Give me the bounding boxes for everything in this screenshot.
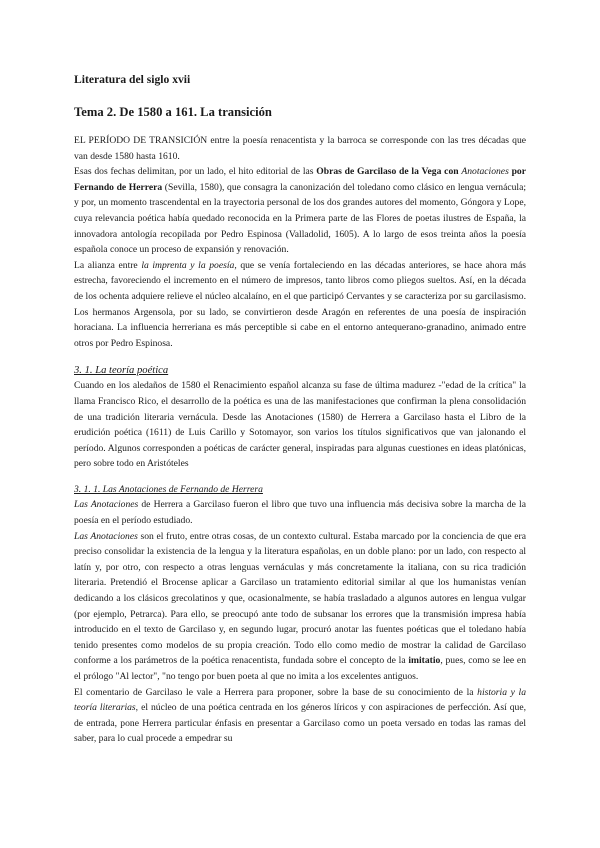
text-span: El comentario de Garcilaso le vale a Herrera para proponer, sobre la base de su conocimiento de la <box>74 686 478 698</box>
anotaciones-paragraph-3 <box>74 685 526 747</box>
theory-paragraph <box>74 378 526 472</box>
text-span: , pues, como se lee en el prólogo "Al lector", "no tengo por buen poeta al que no imita a los excelentes antiguos. <box>74 655 526 682</box>
text-span: de Herrera a Garcilaso fueron el libro que tuvo una influencia más decisiva sobre la marcha de la poesía en el período estudiado. <box>74 499 526 527</box>
document-body <box>74 133 526 747</box>
italic-span: Las Anotaciones <box>74 530 138 542</box>
italic-span: Anotaciones <box>461 166 509 178</box>
document-title: Literatura del siglo xvii <box>74 73 191 86</box>
text-span: EL PERÍODO DE TRANSICIÓN entre la poesía renacentista y la barroca se corresponde con las tres décadas que van desde 1580 hasta 1610. <box>74 135 526 162</box>
text-span: , el núcleo de una poética centrada en los géneros líricos y con aspiraciones de perfección. Así que, de entrada, pone Herrera particular énfasis en presentar a Garcilaso como un poeta versado en todas las ramas del saber, para lo cual procede a empedrar su <box>74 702 527 745</box>
intro-paragraph-3 <box>74 258 526 352</box>
anotaciones-paragraph-2 <box>74 529 526 685</box>
bold-span: Obras de Garcilaso de la Vega con <box>316 166 459 178</box>
italic-span: historia y la teoría literarias <box>74 686 526 714</box>
italic-span: la imprenta y la poesía <box>141 259 235 271</box>
text-span: Cuando en los aledaños de 1580 el Renacimiento español alcanza su fase de última madurez -"edad de la crítica" la llama Francisco Rico, el desarrollo de la poética es una de las manifestaciones que confirman la plena consolidación de una tradición literaria vernácula. Desde las Anotaciones (1580) de Herrera a Garcilaso hasta el Libro de la erudición poética (1611) de Luis Carillo y Sotomayor, son varios los títulos significativos que van jalonando el período. Algunos corresponden a poéticas de carácter general, inspiradas para algunas cuestiones en ideas platónicas, pero sobre todo en Aristóteles <box>74 380 526 470</box>
lesson-heading: Tema 2. De 1580 a 161. La transición <box>74 105 272 119</box>
subsection-heading-anotaciones: 3. 1. 1. Las Anotaciones de Fernando de Herrera <box>74 483 263 495</box>
section-heading-theory: 3. 1. La teoría poética <box>74 365 169 377</box>
text-span: (Sevilla, 1580), que consagra la canonización del toledano como clásico en lengua vernácula; y por, un momento trascendental en la trayectoria personal de los dos grandes autores del momento, Góngora y Lope, cuya relevancia poética había quedado reconocida en la Primera parte de las Flores de poetas ilustres de España, la innovadora antología recopilada por Pedro Espinosa (Valladolid, 1605). A lo largo de esos treinta años la poesía española conoce un proceso de expansión y renovación. <box>74 181 526 256</box>
anotaciones-paragraph-1 <box>74 497 526 528</box>
text-span: , que se venía fortaleciendo en las décadas anteriores, se hace ahora más estrecha, favoreciendo el incremento en el número de impresos, tanto libros como pliegos sueltos. Así, en la década de los ochenta adquiere relieve el núcleo alcalaíno, en el que participó Cervantes y se caracteriza por su garcilasismo. Los hermanos Argensola, por su lado, se convirtieron desde Aragón en referentes de una poesía de inspiración horaciana. La influencia herreriana es más perceptible si cabe en el entorno antequerano-granadino, animado entre otros por Pedro Espinosa. <box>74 259 526 349</box>
bold-span: por Fernando de Herrera <box>74 166 526 193</box>
intro-paragraph-2 <box>74 164 526 258</box>
intro-paragraph-1 <box>74 133 526 164</box>
text-span: Esas dos fechas delimitan, por un lado, el hito editorial de las <box>74 166 317 178</box>
text-span: son el fruto, entre otras cosas, de un contexto cultural. Estaba marcado por la conciencia de que era preciso consolidar la existencia de la lengua y la literatura españolas, en un doble plano: por un lado, con respecto al latín y, por otro, con respecto a otras lenguas vernáculas y más concretamente la italiana, con su rica tradición literaria. Pretendió el Brocense aplicar a Garcilaso un tratamiento editorial similar al que los humanistas venían dedicando a los clásicos grecolatinos y que, ocasionalmente, se había trasladado a algunos autores en lengua vulgar (por ejemplo, Petrarca). Para ello, se preocupó ante todo de subsanar los errores que la transmisión impresa había introducido en el texto de Garcilaso y, en segundo lugar, procuró anotar las fuentes poéticas que el toledano había tenido presentes como modelos de su propia creación. Todo ello como medio de mostrar la calidad de Garcilaso conforme a los parámetros de la poética renacentista, fundada sobre el concepto de la <box>74 530 526 667</box>
text-span: La alianza entre <box>74 259 142 271</box>
italic-span: Las Anotaciones <box>74 499 139 511</box>
bold-span: imitatio <box>408 655 441 667</box>
